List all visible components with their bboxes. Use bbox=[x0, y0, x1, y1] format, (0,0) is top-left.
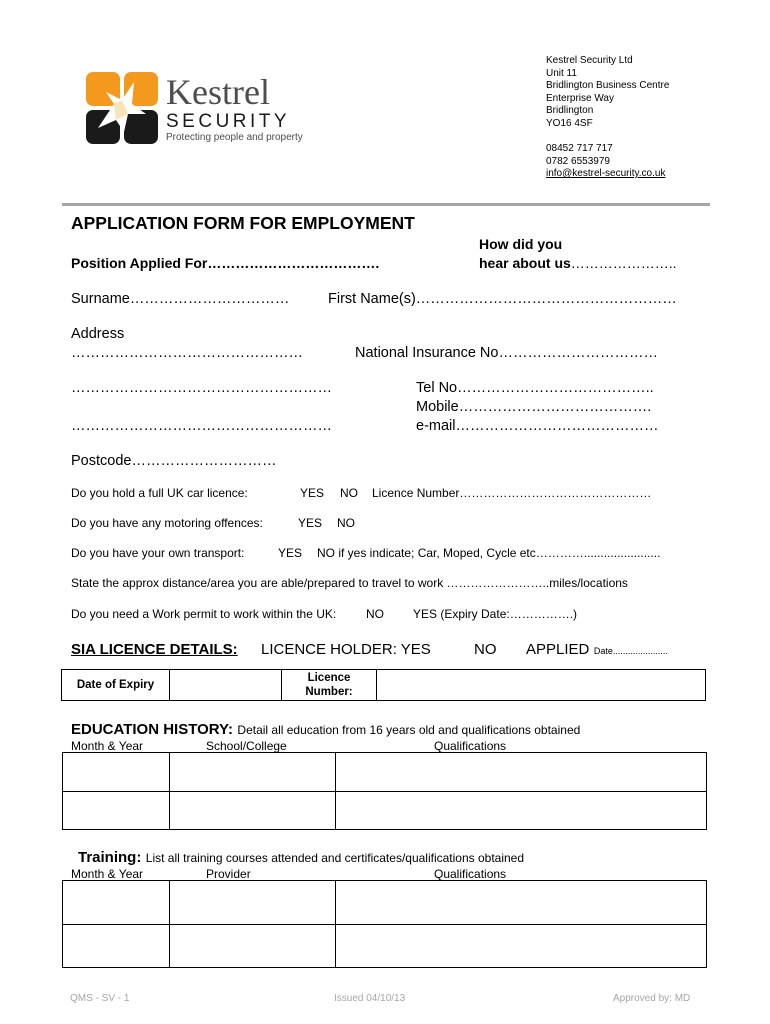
address-line: Bridlington bbox=[546, 105, 594, 116]
training-col-provider: Provider bbox=[206, 867, 251, 881]
licence-holder-yes-option[interactable]: LICENCE HOLDER: YES bbox=[261, 641, 431, 658]
education-qualifications-cell[interactable] bbox=[336, 753, 707, 792]
licence-number-input[interactable] bbox=[377, 670, 706, 701]
education-subheading: Detail all education from 16 years old and qualifications obtained bbox=[237, 723, 581, 737]
surname-field[interactable]: Surname…………………………… bbox=[71, 291, 290, 307]
company-phone-1: 08452 717 717 bbox=[546, 143, 613, 154]
company-name: Kestrel Security Ltd bbox=[546, 55, 633, 66]
kestrel-logo bbox=[84, 70, 314, 150]
date-of-expiry-input[interactable] bbox=[170, 670, 282, 701]
training-provider-cell[interactable] bbox=[170, 924, 336, 968]
education-month-cell[interactable] bbox=[63, 791, 170, 830]
applied-date-field[interactable]: Date...................... bbox=[593, 646, 668, 656]
training-provider-cell[interactable] bbox=[170, 881, 336, 925]
training-subheading: List all training courses attended and certificates/qualifications obtained bbox=[145, 851, 525, 865]
education-heading-line bbox=[71, 721, 580, 739]
header-divider bbox=[62, 203, 710, 206]
licence-number-label bbox=[282, 670, 377, 701]
education-month-cell[interactable] bbox=[63, 753, 170, 792]
education-table bbox=[62, 752, 707, 830]
how-heard-dots: ………………….. bbox=[570, 255, 677, 271]
how-heard-label-2: hear about us bbox=[479, 255, 571, 271]
table-row bbox=[63, 924, 707, 968]
licence-number-label-line2: Number: bbox=[305, 686, 353, 698]
how-heard-field[interactable] bbox=[479, 255, 677, 271]
training-qualifications-cell[interactable] bbox=[336, 924, 707, 968]
education-school-cell[interactable] bbox=[170, 753, 336, 792]
offences-no-option[interactable]: NO bbox=[337, 516, 355, 530]
training-month-cell[interactable] bbox=[63, 881, 170, 925]
motoring-offences-question: Do you have any motoring offences: bbox=[71, 516, 263, 530]
email-field[interactable]: e-mail…………………………………… bbox=[416, 418, 659, 434]
company-phone-2: 0782 6553979 bbox=[546, 155, 610, 167]
postcode-field[interactable]: Postcode………………………… bbox=[71, 453, 277, 469]
table-row bbox=[63, 753, 707, 792]
education-col-month: Month & Year bbox=[71, 739, 144, 753]
applied-option[interactable] bbox=[526, 641, 668, 659]
address-line-3-field[interactable]: ……………………………………………… bbox=[71, 418, 332, 434]
address-line-1-field[interactable]: ………………………………………… bbox=[71, 345, 303, 361]
sia-licence-table bbox=[61, 669, 706, 701]
travel-distance-field[interactable]: State the approx distance/area you are able/prepared to travel to work ……………………..miles/locations bbox=[71, 576, 628, 590]
address-line: Enterprise Way bbox=[546, 92, 614, 104]
permit-yes-expiry-field[interactable]: YES (Expiry Date:…………….) bbox=[413, 607, 578, 621]
training-heading: Training: bbox=[78, 849, 142, 866]
work-permit-question: Do you need a Work permit to work within the UK: bbox=[71, 607, 337, 621]
date-of-expiry-label: Date of Expiry bbox=[62, 670, 170, 701]
education-col-qualifications: Qualifications bbox=[434, 739, 507, 753]
tel-field[interactable]: Tel No………………………………….. bbox=[416, 380, 654, 396]
licence-number-field[interactable]: Licence Number………………………………………… bbox=[372, 486, 652, 500]
footer-issued: Issued 04/10/13 bbox=[334, 993, 406, 1004]
car-licence-yes-option[interactable]: YES bbox=[300, 486, 325, 500]
education-school-cell[interactable] bbox=[170, 791, 336, 830]
education-heading: EDUCATION HISTORY: bbox=[71, 721, 233, 738]
training-table bbox=[62, 880, 707, 968]
training-qualifications-cell[interactable] bbox=[336, 881, 707, 925]
address-line: Unit 11 bbox=[546, 67, 577, 79]
car-licence-no-option[interactable]: NO bbox=[340, 486, 358, 500]
brand-name: Kestrel bbox=[166, 72, 270, 112]
footer-ref: QMS - SV - 1 bbox=[70, 993, 130, 1004]
applied-label: APPLIED bbox=[526, 641, 590, 658]
address-line-2-field[interactable]: ……………………………………………… bbox=[71, 380, 332, 396]
first-name-field[interactable]: First Name(s)……………………………………………… bbox=[328, 291, 677, 307]
education-qualifications-cell[interactable] bbox=[336, 791, 707, 830]
address-line: YO16 4SF bbox=[546, 117, 593, 129]
position-applied-field[interactable]: Position Applied For………………………………. bbox=[71, 255, 380, 271]
training-col-month: Month & Year bbox=[71, 867, 144, 881]
own-transport-question: Do you have your own transport: bbox=[71, 546, 245, 560]
education-col-school: School/College bbox=[206, 739, 287, 753]
table-row bbox=[63, 881, 707, 925]
training-heading-line bbox=[78, 849, 524, 867]
how-heard-label-1: How did you bbox=[479, 236, 563, 252]
sia-heading: SIA LICENCE DETAILS: bbox=[71, 641, 238, 658]
licence-holder-no-option[interactable]: NO bbox=[474, 641, 497, 658]
address-line: Bridlington Business Centre bbox=[546, 80, 670, 91]
company-address-block bbox=[546, 55, 669, 181]
form-title: APPLICATION FORM FOR EMPLOYMENT bbox=[71, 213, 415, 233]
kestrel-bird-icon bbox=[84, 70, 314, 150]
permit-no-option[interactable]: NO bbox=[366, 607, 384, 621]
brand-sub: SECURITY bbox=[166, 111, 291, 132]
licence-number-label-line1: Licence bbox=[307, 672, 351, 684]
footer-approved: Approved by: MD bbox=[613, 993, 691, 1004]
training-col-qualifications: Qualifications bbox=[434, 867, 507, 881]
table-row bbox=[63, 791, 707, 830]
address-label: Address bbox=[71, 326, 125, 342]
mobile-field[interactable]: Mobile…………………………………. bbox=[416, 399, 652, 415]
transport-type-field[interactable]: NO if yes indicate; Car, Moped, Cycle etc…………....................... bbox=[317, 546, 661, 560]
national-insurance-field[interactable]: National Insurance No…………………………… bbox=[355, 345, 658, 361]
training-month-cell[interactable] bbox=[63, 924, 170, 968]
offences-yes-option[interactable]: YES bbox=[298, 516, 323, 530]
company-email-link[interactable]: info@kestrel-security.co.uk bbox=[546, 168, 666, 179]
car-licence-question: Do you hold a full UK car licence: bbox=[71, 486, 248, 500]
transport-yes-option[interactable]: YES bbox=[278, 546, 303, 560]
brand-tagline: Protecting people and property bbox=[166, 132, 303, 143]
